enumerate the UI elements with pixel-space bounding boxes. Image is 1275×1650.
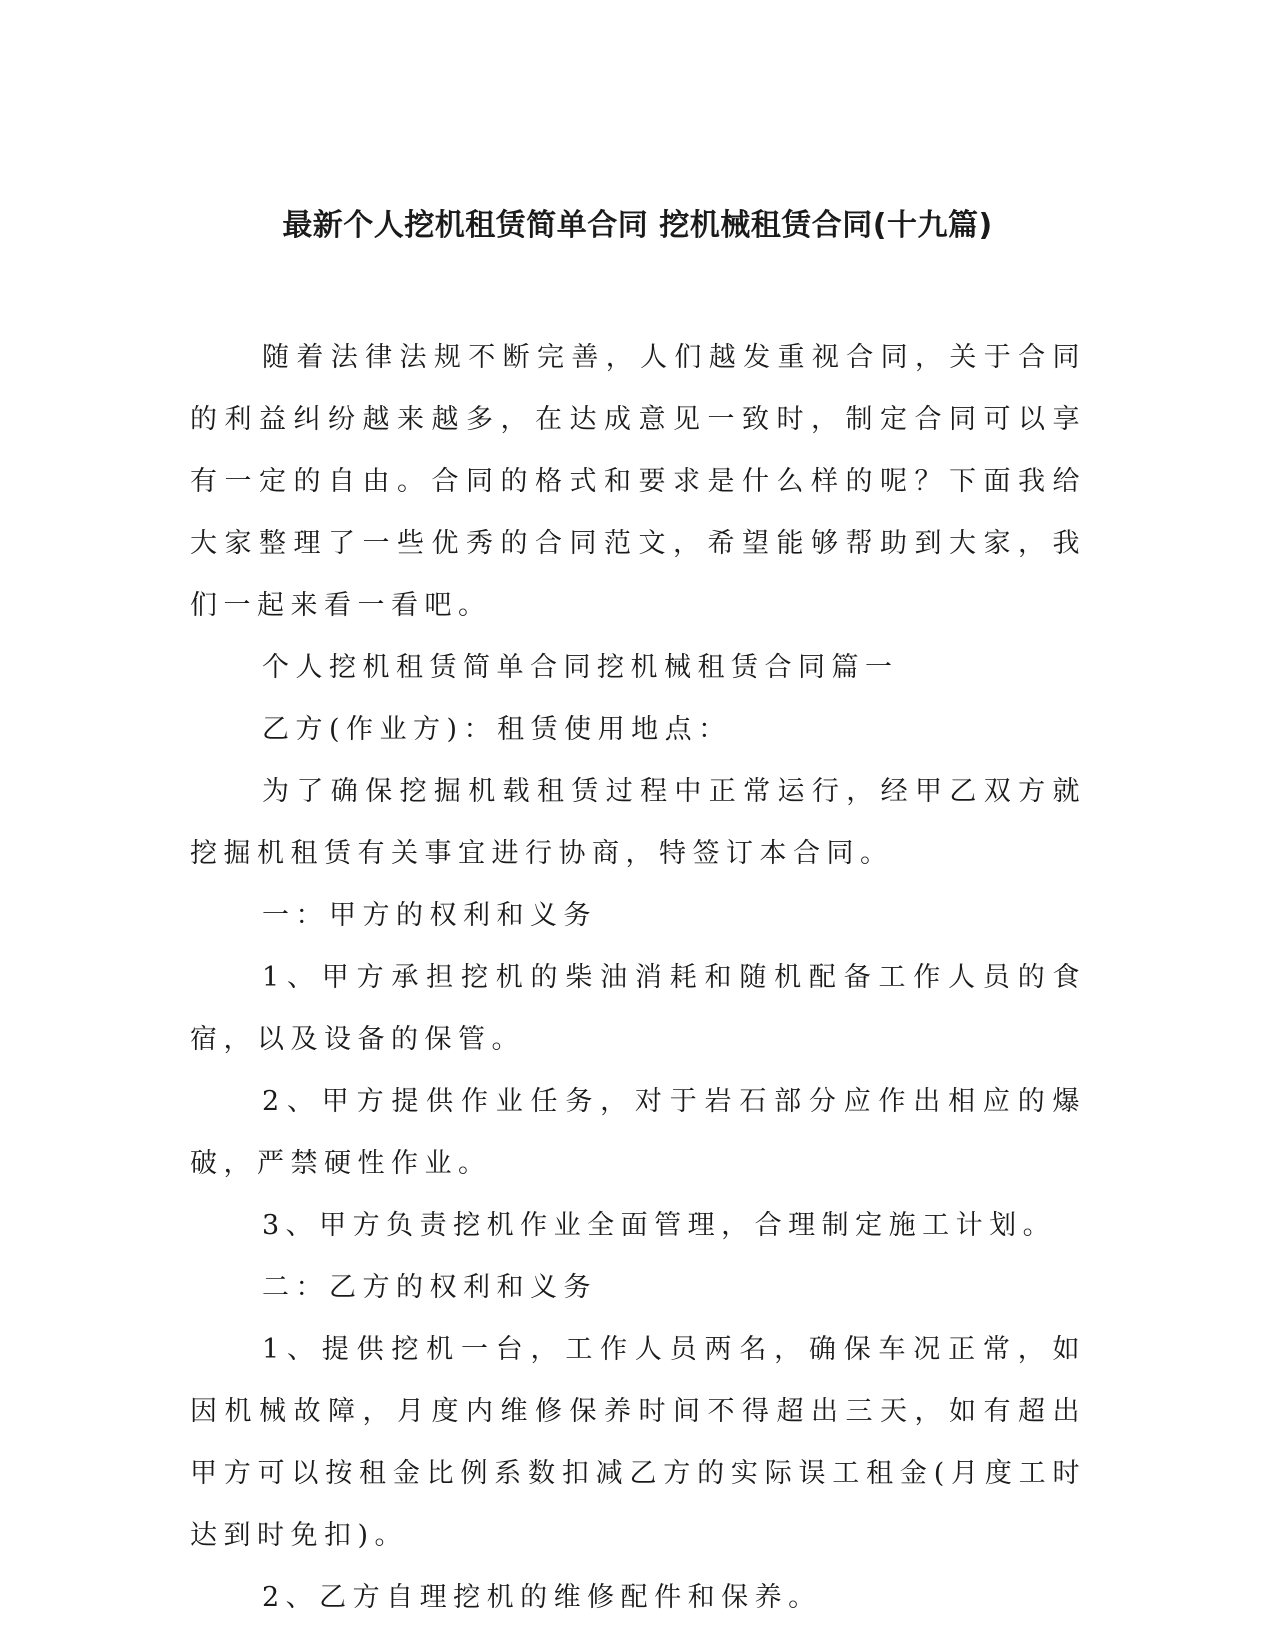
- party-b-rights-heading: 二：乙方的权利和义务: [262, 1272, 597, 1303]
- document-title: 最新个人挖机租赁简单合同 挖机械租赁合同(十九篇): [282, 208, 993, 243]
- party-a-clause-1: 1、甲方承担挖机的柴油消耗和随机配备工作人员的食宿，以及设备的保管。: [190, 962, 1086, 1055]
- party-b-clause-1: 1、提供挖机一台，工作人员两名，确保车况正常，如因机械故障，月度内维修保养时间不得超出三天，如有超出甲方可以按租金比例系数扣减乙方的实际误工租金(月度工时达到时免扣)。: [190, 1334, 1086, 1551]
- party-b-clause-2: 2、乙方自理挖机的维修配件和保养。: [262, 1582, 822, 1613]
- party-a-rights-heading: 一：甲方的权利和义务: [262, 900, 597, 931]
- purpose-paragraph: 为了确保挖掘机载租赁过程中正常运行，经甲乙双方就挖掘机租赁有关事宜进行协商，特签订本合同。: [190, 776, 1086, 869]
- section-heading-part-one: 个人挖机租赁简单合同挖机械租赁合同篇一: [262, 652, 899, 683]
- party-a-clause-2: 2、甲方提供作业任务，对于岩石部分应作出相应的爆破，严禁硬性作业。: [190, 1086, 1086, 1179]
- intro-paragraph: 随着法律法规不断完善，人们越发重视合同，关于合同的利益纠纷越来越多，在达成意见一致时，制定合同可以享有一定的自由。合同的格式和要求是什么样的呢？下面我给大家整理了一些优秀的合同范文，希望能够帮助到大家，我们一起来看一看吧。: [190, 342, 1086, 621]
- document-body: [190, 327, 1086, 1629]
- party-b-line: 乙方(作业方)：租赁使用地点：: [262, 714, 732, 745]
- party-a-clause-3: 3、甲方负责挖机作业全面管理，合理制定施工计划。: [262, 1210, 1057, 1241]
